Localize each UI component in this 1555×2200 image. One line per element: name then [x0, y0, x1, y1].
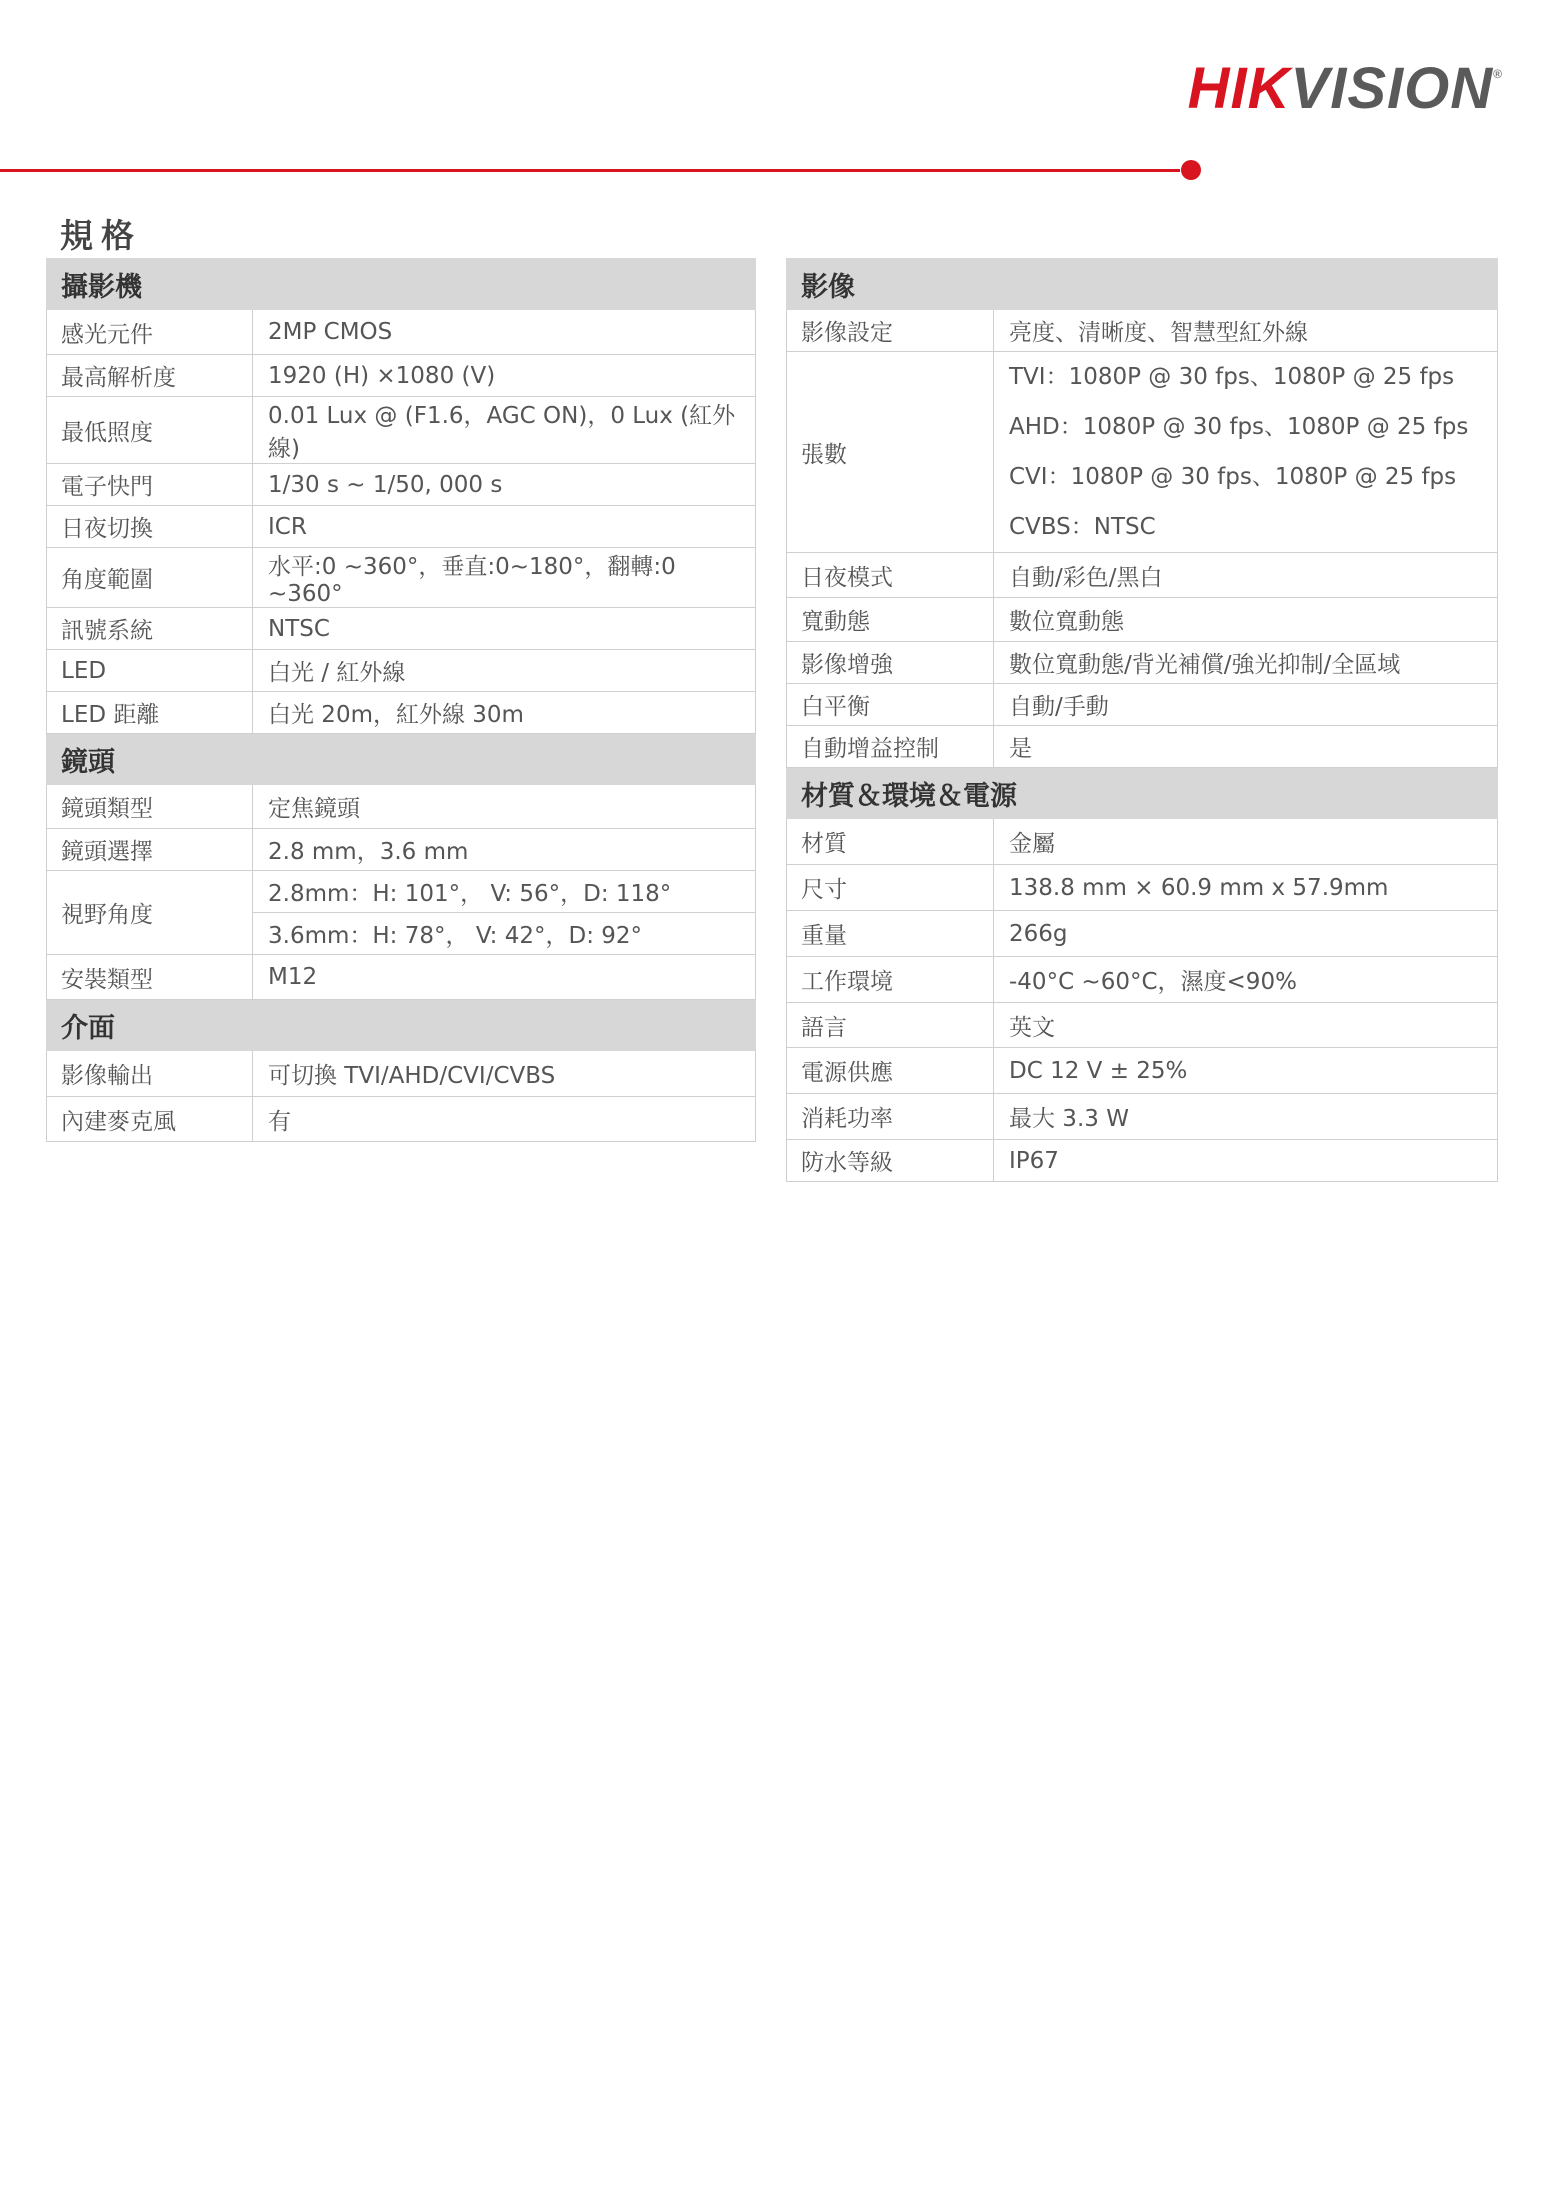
- spec-label: 電子快門: [47, 464, 253, 506]
- spec-value: 自動/彩色/黑白: [994, 553, 1498, 598]
- spec-value: 自動/手動: [994, 684, 1498, 726]
- spec-label: 自動增益控制: [787, 726, 994, 768]
- spec-label: 尺寸: [787, 865, 994, 911]
- spec-value: 0.01 Lux @ (F1.6，AGC ON)，0 Lux (紅外線): [253, 397, 756, 464]
- spec-row: [47, 355, 756, 397]
- spec-label: 語言: [787, 1003, 994, 1048]
- spec-row: [47, 608, 756, 650]
- spec-row: [787, 684, 1498, 726]
- spec-row: [787, 553, 1498, 598]
- spec-value: 2MP CMOS: [253, 310, 756, 355]
- spec-row: [787, 957, 1498, 1003]
- spec-value: 138.8 mm × 60.9 mm x 57.9mm: [994, 865, 1498, 911]
- spec-row: [47, 785, 756, 829]
- spec-label: 影像輸出: [47, 1051, 253, 1097]
- spec-value: 亮度、清晰度、智慧型紅外線: [994, 310, 1498, 352]
- spec-label: 白平衡: [787, 684, 994, 726]
- spec-value-line: TVI：1080P @ 30 fps、1080P @ 25 fps: [1009, 364, 1455, 390]
- logo-gray-text: VISION: [1290, 56, 1494, 121]
- spec-value: 3.6mm：H: 78°， V: 42°，D: 92°: [253, 913, 756, 955]
- spec-row-fov: [47, 871, 756, 913]
- spec-table-left: [46, 258, 756, 1142]
- header-red-dot: [1181, 160, 1201, 180]
- spec-value: 2.8 mm，3.6 mm: [253, 829, 756, 871]
- spec-row: [787, 310, 1498, 352]
- section-header-interface: [47, 1000, 756, 1051]
- section-title: 鏡頭: [47, 734, 756, 785]
- spec-row: [47, 397, 756, 464]
- header-red-rule: [0, 169, 1180, 172]
- spec-value: 白光 / 紅外線: [253, 650, 756, 692]
- spec-value: 可切換 TVI/AHD/CVI/CVBS: [253, 1051, 756, 1097]
- spec-label: LED 距離: [47, 692, 253, 734]
- spec-label: 材質: [787, 819, 994, 865]
- spec-value: 英文: [994, 1003, 1498, 1048]
- spec-label: 影像設定: [787, 310, 994, 352]
- spec-row: [47, 464, 756, 506]
- spec-label: 影像增強: [787, 642, 994, 684]
- spec-label: 工作環境: [787, 957, 994, 1003]
- spec-label: 寬動態: [787, 598, 994, 642]
- spec-value: -40°C ~60°C，濕度<90%: [994, 957, 1498, 1003]
- spec-value: 是: [994, 726, 1498, 768]
- spec-row: [787, 1094, 1498, 1140]
- spec-row: [47, 1097, 756, 1142]
- spec-label: 感光元件: [47, 310, 253, 355]
- page-title: 規格: [60, 216, 142, 255]
- spec-row: [47, 829, 756, 871]
- hikvision-logo: [1187, 56, 1503, 121]
- spec-row: [47, 548, 756, 608]
- spec-row: [47, 310, 756, 355]
- spec-value: 1920 (H) ×1080 (V): [253, 355, 756, 397]
- section-header-image: [787, 259, 1498, 310]
- spec-label: LED: [47, 650, 253, 692]
- spec-value-line: CVI：1080P @ 30 fps、1080P @ 25 fps: [1009, 464, 1457, 490]
- spec-row: [47, 955, 756, 1000]
- spec-value: M12: [253, 955, 756, 1000]
- spec-label: 日夜模式: [787, 553, 994, 598]
- spec-value: 1/30 s ~ 1/50, 000 s: [253, 464, 756, 506]
- spec-label: 張數: [787, 352, 994, 553]
- section-header-camera: [47, 259, 756, 310]
- section-title: 影像: [787, 259, 1498, 310]
- spec-label: 最高解析度: [47, 355, 253, 397]
- spec-label: 防水等級: [787, 1140, 994, 1182]
- spec-value: 白光 20m，紅外線 30m: [253, 692, 756, 734]
- spec-label: 鏡頭類型: [47, 785, 253, 829]
- spec-value: DC 12 V ± 25%: [994, 1048, 1498, 1094]
- spec-value: 數位寬動態/背光補償/強光抑制/全區域: [994, 642, 1498, 684]
- spec-row: [787, 1048, 1498, 1094]
- spec-value: 定焦鏡頭: [253, 785, 756, 829]
- spec-value-list: [994, 352, 1498, 553]
- spec-label: 日夜切換: [47, 506, 253, 548]
- spec-label: 安裝類型: [47, 955, 253, 1000]
- spec-label: 消耗功率: [787, 1094, 994, 1140]
- spec-value: 最大 3.3 W: [994, 1094, 1498, 1140]
- spec-value: IP67: [994, 1140, 1498, 1182]
- registered-mark: ®: [1493, 67, 1503, 81]
- spec-value: 數位寬動態: [994, 598, 1498, 642]
- section-header-lens: [47, 734, 756, 785]
- spec-label: 內建麥克風: [47, 1097, 253, 1142]
- spec-label: 角度範圍: [47, 548, 253, 608]
- spec-value: 金屬: [994, 819, 1498, 865]
- spec-row: [787, 865, 1498, 911]
- spec-row: [47, 1051, 756, 1097]
- spec-value-line: AHD：1080P @ 30 fps、1080P @ 25 fps: [1009, 414, 1469, 440]
- spec-value: 266g: [994, 911, 1498, 957]
- spec-label: 電源供應: [787, 1048, 994, 1094]
- spec-row: [787, 598, 1498, 642]
- spec-row: [787, 819, 1498, 865]
- spec-value: 2.8mm：H: 101°， V: 56°，D: 118°: [253, 871, 756, 913]
- section-title: 攝影機: [47, 259, 756, 310]
- spec-label: 視野角度: [47, 871, 253, 955]
- spec-label: 訊號系統: [47, 608, 253, 650]
- spec-row: [787, 911, 1498, 957]
- logo-red-text: HIK: [1187, 56, 1291, 121]
- spec-value-line: CVBS：NTSC: [1009, 514, 1156, 540]
- spec-value: ICR: [253, 506, 756, 548]
- spec-row: [787, 1140, 1498, 1182]
- spec-row: [47, 650, 756, 692]
- spec-row: [787, 726, 1498, 768]
- section-header-general: [787, 768, 1498, 819]
- section-title: 介面: [47, 1000, 756, 1051]
- spec-row: [787, 642, 1498, 684]
- spec-label: 最低照度: [47, 397, 253, 464]
- section-title: 材質＆環境＆電源: [787, 768, 1498, 819]
- spec-table-right: [786, 258, 1498, 1182]
- spec-row: [787, 1003, 1498, 1048]
- spec-row-frame-rate: [787, 352, 1498, 553]
- spec-value: NTSC: [253, 608, 756, 650]
- spec-label: 鏡頭選擇: [47, 829, 253, 871]
- spec-value: 有: [253, 1097, 756, 1142]
- spec-label: 重量: [787, 911, 994, 957]
- spec-value: 水平:0 ~360°，垂直:0~180°，翻轉:0 ~360°: [253, 548, 756, 608]
- spec-row: [47, 692, 756, 734]
- spec-row: [47, 506, 756, 548]
